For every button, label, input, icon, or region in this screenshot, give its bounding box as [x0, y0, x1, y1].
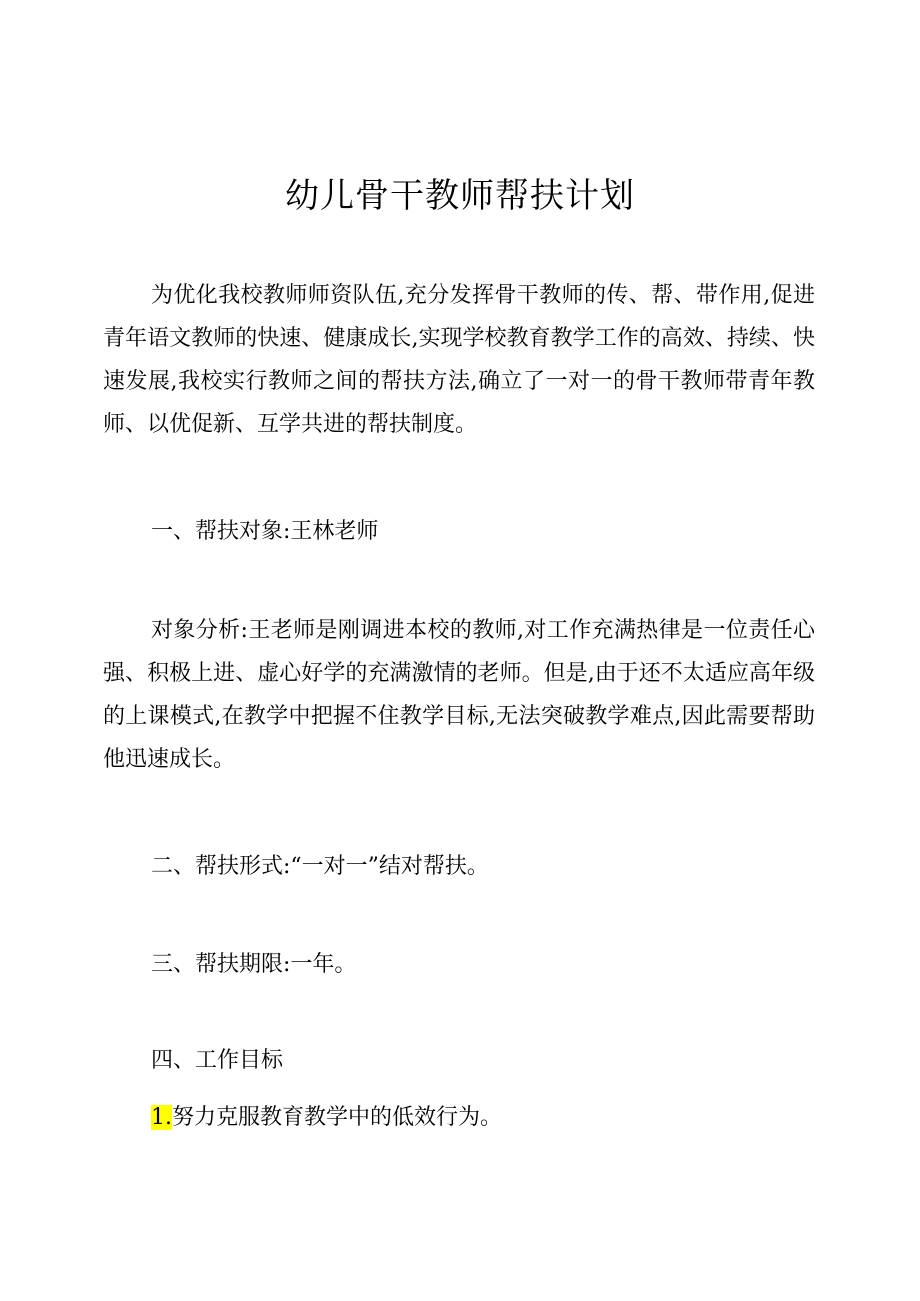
goal-item-1-text: 努力克服教育教学中的低效行为。 — [172, 1105, 503, 1130]
highlighted-list-marker: 1. — [151, 1105, 172, 1130]
target-analysis-paragraph: 对象分析:王老师是刚调进本校的教师,对工作充满热律是一位责任心强、积极上进、虚心好学的充满激情的老师。但是,由于还不太适应高年级的上课模式,在教学中把握不住教学目标,无法突破教学难点,因此需要帮助他迅速成长。 — [103, 618, 815, 772]
section-support-form: 二、帮扶形式:“一对一”结对帮扶。 — [151, 854, 489, 879]
document-title: 幼儿骨干教师帮扶计划 — [285, 176, 635, 216]
section-support-period: 三、帮扶期限:一年。 — [151, 952, 357, 977]
section-support-target: 一、帮扶对象:王林老师 — [151, 519, 379, 544]
intro-paragraph: 为优化我校教师师资队伍,充分发挥骨干教师的传、帮、带作用,促进青年语文教师的快速、健康成长,实现学校教育教学工作的高效、持续、快速发展,我校实行教师之间的帮扶方法,确立了一对一的骨干教师带青年教师、以优促新、互学共进的帮扶制度。 — [103, 283, 815, 437]
section-work-goals: 四、工作目标 — [151, 1048, 284, 1073]
goal-item-1 — [103, 1096, 815, 1139]
